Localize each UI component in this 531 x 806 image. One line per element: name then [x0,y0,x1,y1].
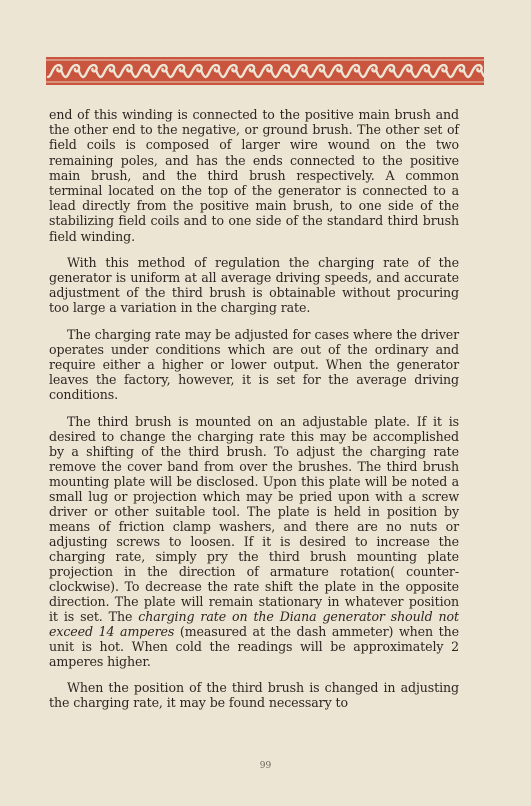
page-number: 99 [259,761,272,771]
paragraph: With this method of regulation the charging rate of the generator is uniform at all average driving speeds, and accurate adjustment of the third brush is obtainable without procuring too large a variation in the charging rate. [49,254,459,316]
paragraph: The charging rate may be adjusted for cases where the driver operates under conditions which are out of the ordinary and require either a higher or lower output. When the generator leaves the factory, however, it is set for the average driving conditions. [49,326,459,403]
paragraph-text: The third brush is mounted on an adjustable plate. If it is desired to change the charging rate this may be accomplished by a shifting of the third brush. To adjust the charging rate remove the cover band from over the brushes. The third brush mounting plate will be disclosed. Upon this plate will be noted a small lug or projection which may be pried upon with a screw driver or other suitable tool. The plate is held in position by means of friction clamp washers, and there are no nuts or adjusting screws to loosen. If it is desired to increase the charging rate, simply pry the third brush mounting plate projection in the direction of armature rotation( counter-clockwise). To decrease the rate shift the plate in the opposite direction. The plate will remain stationary in whatever position it is set. The [49,413,459,624]
paragraph: end of this winding is connected to the positive main brush and the other end to the negative, or ground brush. The other set of field coils is composed of larger wire wound on the two remaining poles, and has the ends connected to the positive main brush, and the third brush respectively. A common terminal located on the top of the generator is connected to a lead directly from the positive main brush, to one side of the stabilizing field coils and to one side of the standard third brush field winding. [49,107,459,244]
paragraph [49,414,459,669]
wave-scroll-ornament [46,57,484,85]
emphasized-text: charging rate on the Diana generator should not exceed 14 amperes [49,608,459,639]
paragraph-text: (measured at the dash ammeter) when the unit is hot. When cold the readings will be approximately 2 amperes higher. [49,623,459,669]
paragraph: When the position of the third brush is changed in adjusting the charging rate, it may be found necessary to [49,679,459,710]
body-text [49,107,459,710]
